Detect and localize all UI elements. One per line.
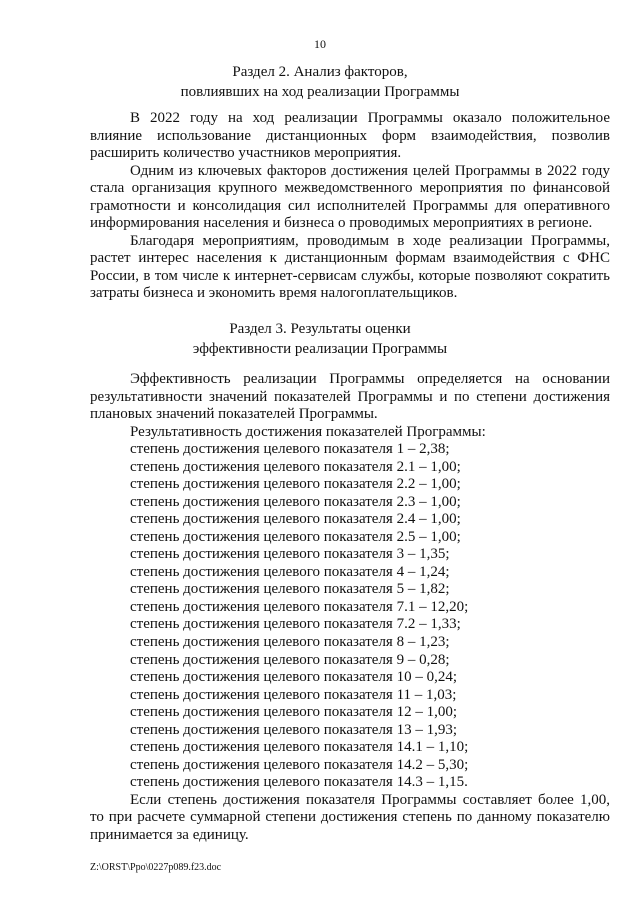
section-2-heading xyxy=(60,63,580,102)
indicator-item: степень достижения целевого показателя 14.1 – 1,10; xyxy=(130,739,469,756)
indicator-item: степень достижения целевого показателя 11 – 1,03; xyxy=(130,686,457,703)
section-3-closing: Если степень достижения показателя Программы составляет более 1,00, то при расчете суммарной степени достижения степень по данному показателю принимается за единицу. xyxy=(90,791,610,843)
indicator-item: степень достижения целевого показателя 10 – 0,24; xyxy=(130,669,457,686)
section-3-list-intro: Результативность достижения показателей Программы: xyxy=(130,423,486,440)
file-path-footer: Z:\ORST\Ppo\0227p089.f23.doc xyxy=(90,862,222,873)
section-2-title-line-1: Раздел 2. Анализ факторов, xyxy=(232,64,408,80)
indicator-list xyxy=(90,441,610,792)
section-2-title-line-2: повлиявших на ход реализации Программы xyxy=(180,83,460,100)
indicator-item: степень достижения целевого показателя 2.1 – 1,00; xyxy=(130,458,461,475)
indicator-item: степень достижения целевого показателя 8 – 1,23; xyxy=(130,634,450,651)
indicator-item: степень достижения целевого показателя 2.2 – 1,00; xyxy=(130,476,461,493)
indicator-item: степень достижения целевого показателя 12 – 1,00; xyxy=(130,704,457,721)
indicator-item: степень достижения целевого показателя 7.2 – 1,33; xyxy=(130,616,461,633)
indicator-item: степень достижения целевого показателя 9 – 0,28; xyxy=(130,651,450,668)
section-2-paragraph-3: Благодаря мероприятиям, проводимым в ходе реализации Программы, растет интерес населения к дистанционным формам взаимодействия с ФНС России, в том числе к интернет-сервисам службы, которые позволяют сократить затраты бизнеса и экономить время налогоплательщиков. xyxy=(90,232,610,301)
section-3-body xyxy=(90,371,610,844)
section-3-intro: Эффективность реализации Программы определяется на основании результативности значений показателей Программы и по степени достижения плановых значений показателей Программы. xyxy=(90,371,610,422)
page-number: 10 xyxy=(314,37,326,51)
indicator-item: степень достижения целевого показателя 14.2 – 5,30; xyxy=(130,756,469,773)
section-2-paragraph-2: Одним из ключевых факторов достижения целей Программы в 2022 году стала организация крупного межведомственного мероприятия по финансовой грамотности и консолидация сил исполнителей Программы для оперативного информирования населения и бизнеса о проводимых мероприятиях в регионе. xyxy=(90,162,610,231)
section-3-title-line-2: эффективности реализации Программы xyxy=(192,340,448,357)
section-3-heading xyxy=(60,320,580,359)
section-2-paragraph-1: В 2022 году на ход реализации Программы оказало положительное влияние использование дистанционных форм взаимодействия, позволив расширить количество участников мероприятия. xyxy=(90,110,610,161)
indicator-item: степень достижения целевого показателя 4 – 1,24; xyxy=(130,563,450,580)
indicator-item: степень достижения целевого показателя 14.3 – 1,15. xyxy=(130,774,468,791)
section-3-title-line-1: Раздел 3. Результаты оценки xyxy=(229,321,411,337)
indicator-item: степень достижения целевого показателя 13 – 1,93; xyxy=(130,721,457,738)
indicator-item: степень достижения целевого показателя 2.4 – 1,00; xyxy=(130,511,461,528)
indicator-item: степень достижения целевого показателя 5 – 1,82; xyxy=(130,581,450,598)
indicator-item: степень достижения целевого показателя 2.3 – 1,00; xyxy=(130,493,461,510)
indicator-item: степень достижения целевого показателя 3 – 1,35; xyxy=(130,546,450,563)
section-2-body xyxy=(90,110,610,303)
indicator-item: степень достижения целевого показателя 1 – 2,38; xyxy=(130,441,450,457)
indicator-item: степень достижения целевого показателя 7.1 – 12,20; xyxy=(130,598,469,615)
indicator-item: степень достижения целевого показателя 2.5 – 1,00; xyxy=(130,528,461,545)
